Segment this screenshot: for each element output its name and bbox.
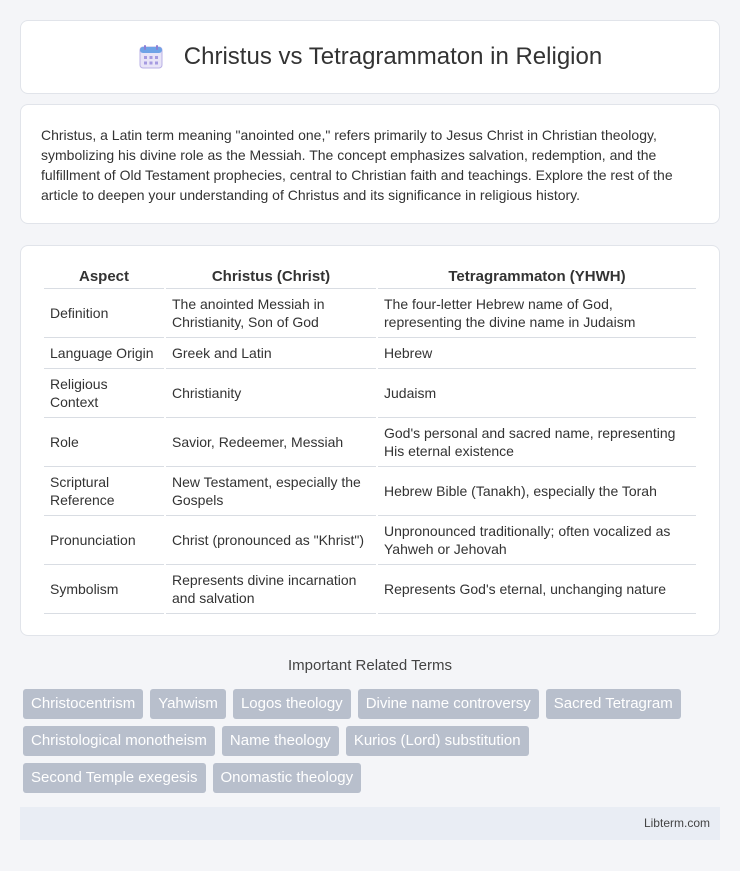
page-title: Christus vs Tetragrammaton in Religion — [183, 43, 603, 70]
tag-row — [23, 689, 723, 719]
tag-kurios-substitution[interactable]: Kurios (Lord) substitution — [346, 726, 529, 756]
cell-christus: Christianity — [166, 369, 376, 418]
tag-divine-name-controversy[interactable]: Divine name controversy — [358, 689, 539, 719]
tag-christocentrism[interactable]: Christocentrism — [23, 689, 143, 719]
tag-row — [23, 726, 723, 756]
tag-christological-monotheism[interactable]: Christological monotheism — [23, 726, 215, 756]
tag-name-theology[interactable]: Name theology — [222, 726, 339, 756]
cell-aspect: Scriptural Reference — [44, 467, 164, 516]
calendar-icon — [138, 44, 164, 70]
cell-christus: Greek and Latin — [166, 338, 376, 369]
cell-christus: Represents divine incarnation and salvation — [166, 565, 376, 614]
table-row — [44, 338, 696, 369]
cell-tetragrammaton: Hebrew — [378, 338, 696, 369]
related-terms-title: Important Related Terms — [288, 657, 452, 674]
table-row — [44, 418, 696, 467]
cell-aspect: Symbolism — [44, 565, 164, 614]
cell-tetragrammaton: Represents God's eternal, unchanging nature — [378, 565, 696, 614]
tag-second-temple-exegesis[interactable]: Second Temple exegesis — [23, 763, 206, 793]
tag-row — [23, 763, 723, 793]
table-row — [44, 289, 696, 338]
cell-aspect: Definition — [44, 289, 164, 338]
related-terms-tags — [23, 689, 723, 800]
cell-christus: The anointed Messiah in Christianity, Son of God — [166, 289, 376, 338]
cell-aspect: Language Origin — [44, 338, 164, 369]
tag-sacred-tetragram[interactable]: Sacred Tetragram — [546, 689, 681, 719]
cell-tetragrammaton: God's personal and sacred name, representing His eternal existence — [378, 418, 696, 467]
intro-card — [20, 104, 720, 224]
cell-tetragrammaton: Hebrew Bible (Tanakh), especially the Torah — [378, 467, 696, 516]
footer-site-link[interactable]: Libterm.com — [643, 816, 710, 830]
tag-onomastic-theology[interactable]: Onomastic theology — [213, 763, 362, 793]
cell-christus: Christ (pronounced as "Khrist") — [166, 516, 376, 565]
cell-christus: New Testament, especially the Gospels — [166, 467, 376, 516]
comparison-table-card — [20, 245, 720, 636]
tag-yahwism[interactable]: Yahwism — [150, 689, 226, 719]
cell-christus: Savior, Redeemer, Messiah — [166, 418, 376, 467]
table-row — [44, 369, 696, 418]
cell-tetragrammaton: The four-letter Hebrew name of God, representing the divine name in Judaism — [378, 289, 696, 338]
cell-aspect: Role — [44, 418, 164, 467]
header-tetragrammaton: Tetragrammaton (YHWH) — [378, 266, 696, 289]
tag-logos-theology[interactable]: Logos theology — [233, 689, 351, 719]
table-row — [44, 516, 696, 565]
header-christus: Christus (Christ) — [166, 266, 376, 289]
comparison-table — [42, 266, 698, 614]
header-aspect: Aspect — [44, 266, 164, 289]
table-header-row — [44, 266, 696, 289]
footer — [20, 807, 720, 840]
intro-text: Christus, a Latin term meaning "anointed one," refers primarily to Jesus Christ in Christian theology, symbolizing his divine role as the Messiah. The concept emphasizes salvation, redemption, and the fulfillment of Old Testament prophecies, central to Christian faith and teachings. Explore the rest of the article to deepen your understanding of Christus and its significance in religious history. — [41, 127, 673, 203]
cell-aspect: Religious Context — [44, 369, 164, 418]
cell-tetragrammaton: Unpronounced traditionally; often vocalized as Yahweh or Jehovah — [378, 516, 696, 565]
cell-tetragrammaton: Judaism — [378, 369, 696, 418]
header-card — [20, 20, 720, 94]
table-row — [44, 565, 696, 614]
cell-aspect: Pronunciation — [44, 516, 164, 565]
table-row — [44, 467, 696, 516]
